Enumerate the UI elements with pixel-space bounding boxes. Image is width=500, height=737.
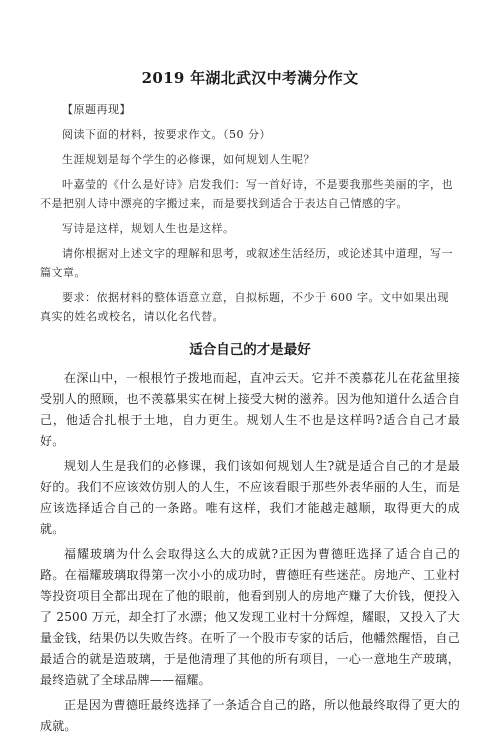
- essay-paragraph: 在深山中，一根根竹子拨地而起，直冲云天。它并不羡慕花儿在花盆里接受别人的照顾，也不羡慕果实在树上接受大树的滋养。因为他知道什么适合自己，他适合扎根于土地，自力更生。规划人生不也是这样吗?适合自己才最好。: [40, 371, 460, 448]
- essay-paragraph: 福耀玻璃为什么会取得这么大的成就?正因为曹德旺选择了适合自己的路。在福耀玻璃取得第一次小小的成功时，曹德旺有些迷茫。房地产、工业村等投资项目全都出现在了他的眼前，他看到别人的房地产赚了大价钱，便投入了 2500 万元，却全打了水漂；他又发现工业村十分辉煌，耀眼，又投入了大量金钱，结果仍以失败告终。在听了一个股市专家的话后，他幡然醒悟，自己最适合的就是造玻璃，于是他清理了其他的所有项目，一心一意地生产玻璃，最终造就了全球品牌——福耀。: [40, 547, 460, 687]
- prompt-paragraph: 请你根据对上述文字的理解和思考，或叙述生活经历，或论述其中道理，写一篇文章。: [40, 247, 453, 279]
- prompt-section: [40, 100, 460, 326]
- essay-title: 适合自己的才是最好: [189, 342, 311, 358]
- document-title: 2019 年湖北武汉中考满分作文: [141, 69, 359, 87]
- prompt-heading: 【原题再现】: [62, 103, 131, 116]
- prompt-paragraph: 要求：依据材料的整体语意立意，自拟标题，不少于 600 字。文中如果出现真实的姓名或校名，请以化名代替。: [40, 291, 449, 323]
- essay-body: [40, 368, 460, 737]
- essay-paragraph: 规划人生是我们的必修课，我们该如何规划人生?就是适合自己的才是最好的。我们不应该效仿别人的人生，不应该看眼于那些外表华丽的人生，而是应该选择适合自己的一条路。唯有这样，我们才能越走越顺，取得更大的成就。: [40, 459, 460, 536]
- prompt-paragraph: 阅读下面的材料，按要求作文。（50 分）: [62, 128, 271, 141]
- prompt-paragraph: 叶嘉莹的《什么是好诗》启发我们：写一首好诗，不是要我那些美丽的字，也不是把别人诗中漂亮的字搬过来，而是要找到适合于表达自己情感的字。: [40, 178, 453, 210]
- prompt-paragraph: 生涯规划是每个学生的必修课，如何规划人生呢？: [62, 153, 315, 166]
- essay-paragraph: 正是因为曹德旺最终选择了一条适合自己的路，所以他最终取得了更大的成就。: [40, 698, 460, 733]
- prompt-paragraph: 写诗是这样，规划人生也是这样。: [62, 222, 235, 235]
